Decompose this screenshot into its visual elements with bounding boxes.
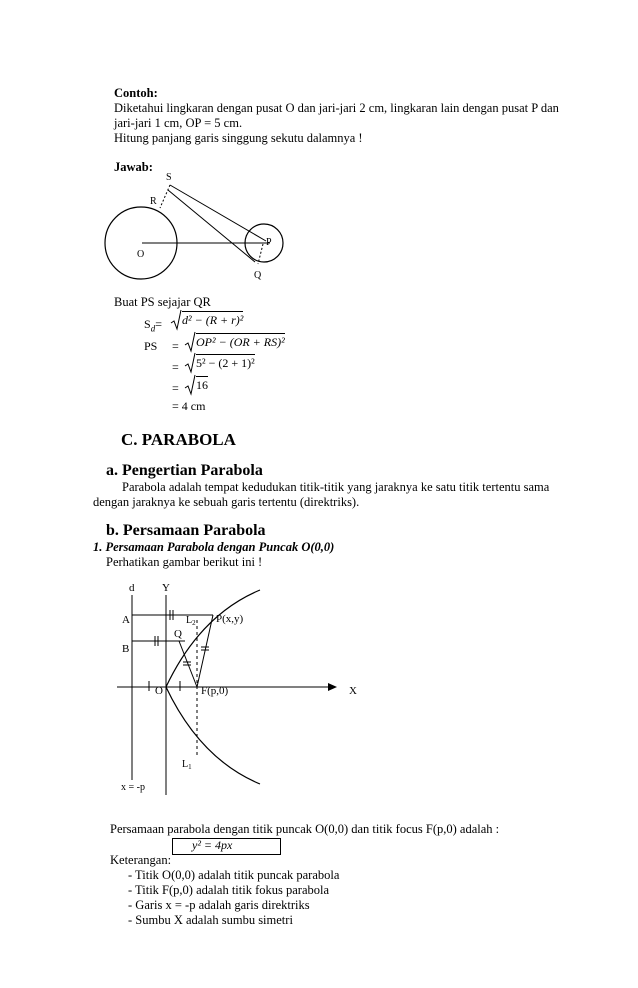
label-p: P: [266, 237, 272, 248]
label-focus: F(p,0): [201, 685, 229, 697]
line-qf: [179, 641, 197, 687]
label-r: R: [150, 196, 157, 207]
eq1-s: S: [144, 317, 151, 331]
tangent-circles-figure: [100, 168, 290, 283]
line-rs: [160, 185, 170, 208]
parabola-figure: [105, 575, 375, 800]
label-directrix: x = -p: [121, 782, 145, 793]
label-l2: $L_2$: [186, 615, 196, 627]
definition-line: Parabola adalah tempat kedudukan titik-titik yang jaraknya ke satu titik tertentu sama: [122, 480, 550, 494]
label-q: Q: [254, 270, 262, 281]
equation-formula: y² = 4px: [192, 838, 233, 852]
label-o: O: [155, 685, 163, 697]
line-pf: [197, 615, 213, 687]
line-ps: [170, 185, 266, 241]
eq4-radicand: 16: [196, 378, 208, 392]
x-axis-arrow-icon: [328, 683, 337, 691]
eq1-lhs: [144, 317, 162, 333]
subsection-heading: 1. Persamaan Parabola dengan Puncak O(0,0): [93, 540, 335, 554]
sqrt-sign-icon: [184, 374, 196, 396]
label-d: d: [129, 582, 135, 594]
eq1-sub: d: [150, 323, 156, 334]
section-a-heading: a. Pengertian Parabola: [106, 462, 263, 479]
eq4-equals: =: [172, 381, 179, 395]
label-q: Q: [174, 628, 182, 640]
label-l1: $L_1$: [182, 759, 192, 771]
section-b-heading: b. Persamaan Parabola: [106, 522, 266, 539]
notes-title: Keterangan:: [110, 853, 172, 867]
eq5: = 4 cm: [172, 399, 206, 413]
note-item: - Sumbu X adalah sumbu simetri: [128, 913, 293, 927]
section-c-heading: C. PARABOLA: [121, 430, 236, 449]
tangent-line-qr: [168, 190, 255, 262]
answer-intro: Buat PS sejajar QR: [114, 295, 211, 309]
eq2-equals: =: [172, 339, 179, 353]
note-item: - Titik O(0,0) adalah titik puncak parabola: [128, 868, 340, 882]
sqrt-sign-icon: [170, 309, 182, 331]
label-b: B: [122, 643, 130, 655]
label-a: A: [122, 614, 130, 626]
eq3-radicand: 5² − (2 + 1)²: [196, 356, 255, 370]
equation-statement: Persamaan parabola dengan titik puncak O(0,0) dan titik focus F(p,0) adalah :: [110, 822, 500, 836]
label-x: X: [349, 685, 357, 697]
eq3-equals: =: [172, 360, 179, 374]
example-title: Contoh:: [114, 86, 158, 100]
sqrt-sign-icon: [184, 352, 196, 374]
answer-title: Jawab:: [114, 160, 153, 174]
eq1-radicand: d² − (R + r)²: [182, 313, 244, 327]
example-line: jari-jari 1 cm, OP = 5 cm.: [114, 116, 243, 130]
example-line: Hitung panjang garis singgung sekutu dalamnya !: [114, 131, 363, 145]
eq2-lhs: PS: [144, 339, 158, 353]
note-item: - Garis x = -p adalah garis direktriks: [128, 898, 310, 912]
label-y: Y: [162, 582, 170, 594]
eq2-radicand: OP² − (OR + RS)²: [196, 335, 285, 349]
sqrt-sign-icon: [184, 331, 196, 353]
label-o: O: [137, 249, 145, 260]
line-pq: [258, 244, 263, 264]
label-s: S: [166, 172, 172, 183]
eq1-equals: =: [155, 317, 162, 331]
figure-intro: Perhatikan gambar berikut ini !: [106, 555, 263, 569]
label-p: P(x,y): [216, 613, 244, 625]
definition-line: dengan jaraknya ke sebuah garis tertentu (direktriks).: [93, 495, 360, 509]
note-item: - Titik F(p,0) adalah titik fokus parabola: [128, 883, 330, 897]
example-line: Diketahui lingkaran dengan pusat O dan jari-jari 2 cm, lingkaran lain dengan pusat P dan: [114, 101, 559, 115]
